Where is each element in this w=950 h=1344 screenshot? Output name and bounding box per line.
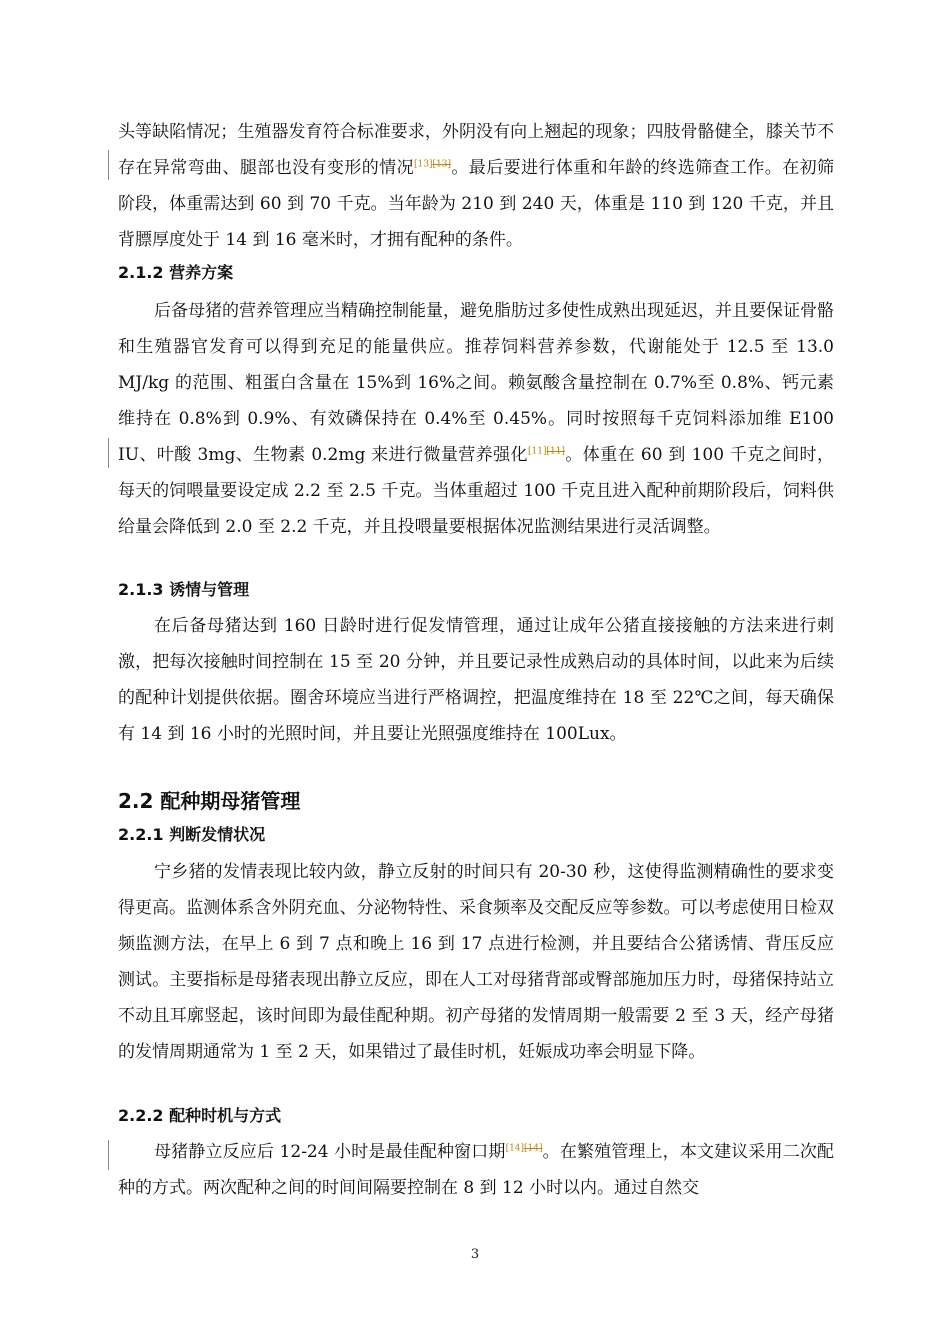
paragraph-text: 宁乡猪的发情表现比较内敛，静立反射的时间只有 20-30 秒，这使得监测精确性的要求变得更高。监测体系含外阴充血、分泌物特性、采食频率及交配反应等参数。可以考虑使用日检双频监测方法，在早上 6 到 7 点和晚上 16 到 17 点进行检测，并且要结合公猪诱情、背压反应测试。主要指标是母猪表现出静立反应，即在人工对母猪背部或臀部施加压力时，母猪保持站立不动且耳廓竖起，该时间即为最佳配种期。初产母猪的发情周期一般需要 2 至 3 天，经产母猪的发情周期通常为 1 至 2 天，如果错过了最佳时机，妊娠成功率会明显下降。 <box>118 862 834 1062</box>
paragraph-intro <box>118 114 834 258</box>
section-heading-2-2-2: 2.2.2 配种时机与方式 <box>118 1106 282 1125</box>
paragraph-mating-timing <box>118 1134 834 1206</box>
citation-inserted: [14] <box>505 1143 525 1154</box>
page-number: 3 <box>470 1247 480 1262</box>
paragraph-text: 头等缺陷情况；生殖器发育符合标准要求，外阴没有向上翘起的现象；四肢骨骼健全，膝关节不存在异常弯曲、腿部也没有变形的情况 <box>118 122 834 178</box>
paragraph-text: 在后备母猪达到 160 日龄时进行促发情管理，通过让成年公猪直接接触的方法来进行刺激，把每次接触时间控制在 15 至 20 分钟，并且要记录性成熟启动的具体时间，以此来为后续的配种计划提供依据。圈舍环境应当进行严格调控，把温度维持在 18 至 22℃之间，每天确保有 14 到 16 小时的光照时间，并且要让光照强度维持在 100Lux。 <box>118 616 834 744</box>
section-heading-2-2: 2.2 配种期母猪管理 <box>118 789 301 813</box>
paragraph-nutrition <box>118 293 834 545</box>
section-heading-2-1-2: 2.1.2 营养方案 <box>118 263 234 282</box>
section-heading-2-2-1: 2.2.1 判断发情状况 <box>118 825 266 844</box>
paragraph-estrus-detection <box>118 854 834 1070</box>
citation-inserted: [13] <box>414 159 433 170</box>
citation-deleted: [13] <box>432 159 451 170</box>
paragraph-text: 。体重在 60 到 100 千克之间时，每天的饲喂量要设定成 2.2 至 2.5 千克。当体重超过 100 千克且进入配种前期阶段后，饲料供给量会降低到 2.0 至 2.2 千克，并且投喂量要根据体况监测结果进行灵活调整。 <box>118 445 834 537</box>
section-heading-2-1-3: 2.1.3 诱情与管理 <box>118 580 250 599</box>
citation-deleted: [11] <box>546 446 565 457</box>
paragraph-estrus-induction <box>118 608 834 752</box>
revision-bar <box>108 150 109 180</box>
paragraph-text: 。在繁殖管理上，本文建议采用二次配种的方式。两次配种之间的时间间隔要控制在 8 到 12 小时以内。通过自然交 <box>118 1142 834 1198</box>
revision-bar <box>108 1140 109 1170</box>
revision-bar <box>108 438 109 468</box>
citation-inserted: [11] <box>527 446 547 457</box>
paragraph-text: 。最后要进行体重和年龄的终选筛查工作。在初筛阶段，体重需达到 60 到 70 千克。当年龄为 210 到 240 天，体重是 110 到 120 千克，并且背膘厚度处于 14 到 16 毫米时，才拥有配种的条件。 <box>118 158 835 250</box>
paragraph-text: 母猪静立反应后 12-24 小时是最佳配种窗口期 <box>154 1142 506 1162</box>
citation-deleted: [14] <box>524 1143 543 1154</box>
paragraph-text: 后备母猪的营养管理应当精确控制能量，避免脂肪过多使性成熟出现延迟，并且要保证骨骼和生殖器官发育可以得到充足的能量供应。推荐饲料营养参数，代谢能处于 12.5 至 13.0 MJ/kg 的范围、粗蛋白含量在 15%到 16%之间。赖氨酸含量控制在 0.7%至 0.8%、钙元素维持在 0.8%到 0.9%、有效磷保持在 0.4%至 0.45%。同时按照每千克饲料添加维 E100 IU、叶酸 3mg、生物素 0.2mg 来进行微量营养强化 <box>118 301 834 465</box>
